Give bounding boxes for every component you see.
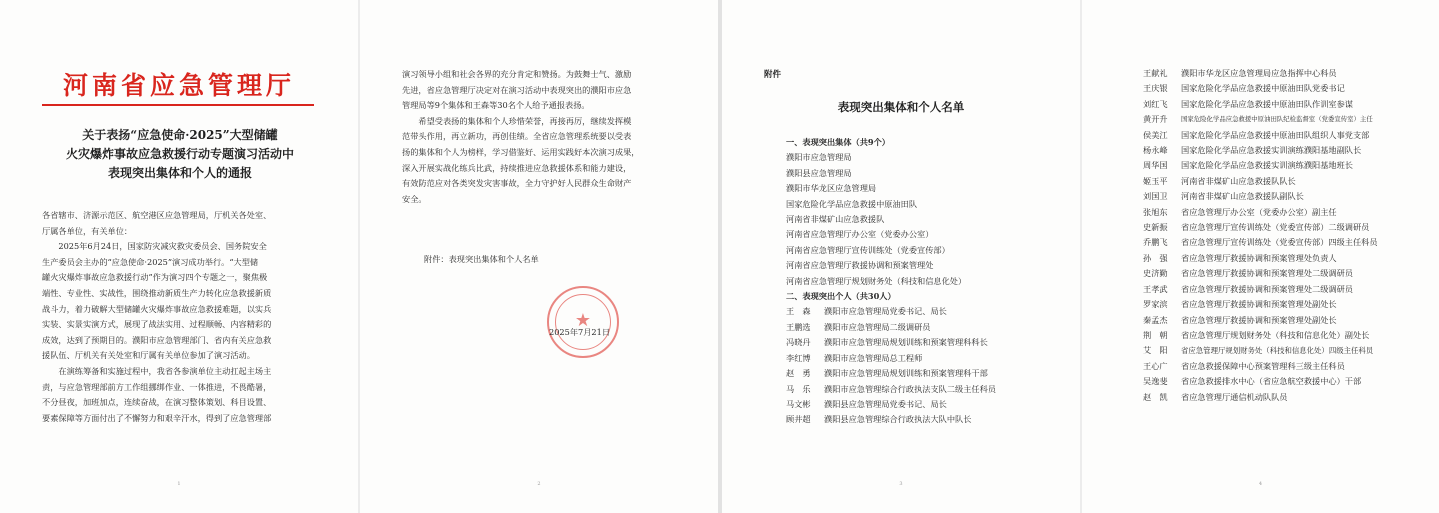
attachment-label: 附件 <box>764 70 782 80</box>
individual-item <box>1143 390 1433 405</box>
individual-item <box>1143 81 1433 96</box>
individual-item <box>786 320 1076 335</box>
person-name: 张旭东 <box>1143 206 1168 217</box>
section-heading: 二、表现突出个人（共30人） <box>786 291 896 302</box>
person-position: 濮阳市应急管理综合行政执法支队二级主任科员 <box>824 383 996 394</box>
individual-item <box>1143 158 1433 173</box>
individual-item <box>1143 189 1433 204</box>
person-position: 省应急管理厅救援协调和预案管理处副处长 <box>1181 299 1337 310</box>
person-position: 河南省非煤矿山应急救援队副队长 <box>1181 191 1304 202</box>
individual-item <box>1143 251 1433 266</box>
body-line: 管理局等9个集体和王森等30名个人给予通报表扬。 <box>402 100 590 111</box>
person-name: 王孝武 <box>1143 283 1168 294</box>
individual-item <box>1143 143 1433 158</box>
body-line: 不分昼夜，加班加点，连续奋战，在演习整体策划、科目设置、 <box>42 397 272 408</box>
body-line: 在演练筹备和实施过程中，我省各参演单位主动扛起主场主 <box>42 365 272 376</box>
body-line: 2025年6月24日，国家防灾减灾救灾委员会、国务院安全 <box>42 241 267 252</box>
list-title: 表现突出集体和个人名单 <box>837 100 965 114</box>
collective-item: 国家危险化学品应急救援中原油田队 <box>786 198 918 209</box>
person-position: 省应急管理厅通信机动队队员 <box>1181 391 1288 402</box>
agency-letterhead: 河南省应急管理厅 <box>62 71 295 100</box>
person-position: 国家危险化学品应急救援中原油田队组织人事党支部 <box>1181 129 1370 140</box>
person-position: 濮阳市华龙区应急管理局应急指挥中心科员 <box>1181 68 1337 78</box>
individual-item <box>1143 282 1433 297</box>
title-line: 关于表扬“应急使命·2025”大型储罐 <box>82 128 278 142</box>
body-line: 成效，达到了预期目的。濮阳市应急管理部门、省内有关应急救 <box>42 334 272 345</box>
individual-item <box>1143 220 1433 235</box>
person-name: 王献礼 <box>1143 68 1168 78</box>
person-position: 濮阳市应急管理局规划训练和预案管理科干部 <box>824 368 988 379</box>
person-position: 省应急管理厅救援协调和预案管理处二级调研员 <box>1181 268 1353 279</box>
person-position: 濮阳市应急管理局规划训练和预案管理科科长 <box>824 337 988 348</box>
individual-item <box>1143 205 1433 220</box>
person-name: 刘红飞 <box>1143 98 1168 109</box>
person-name: 王鹏选 <box>786 321 811 332</box>
individual-item <box>786 412 1076 427</box>
individual-item <box>1143 313 1433 328</box>
person-position: 省应急救援排水中心（省应急航空救援中心）干部 <box>1181 376 1362 387</box>
person-name: 马 乐 <box>786 383 811 394</box>
body-line: 战斗力，着力破解大型储罐火灾爆炸事故应急救援难题，以实兵 <box>42 303 272 314</box>
individual-item <box>1143 266 1433 281</box>
individual-item <box>1143 128 1433 143</box>
individual-item <box>1143 174 1433 189</box>
person-position: 省应急管理厅救援协调和预案管理处负责人 <box>1181 252 1337 263</box>
honoree-list-page3 <box>786 135 1076 428</box>
collective-item: 濮阳县应急管理局 <box>786 167 852 178</box>
person-position: 濮阳县应急管理综合行政执法大队中队长 <box>824 414 972 425</box>
person-name: 艾 阳 <box>1143 345 1168 356</box>
body-line: 援队伍、厅机关有关处室和厅属有关单位参加了演习活动。 <box>42 350 255 361</box>
individual-item <box>786 304 1076 319</box>
person-name: 侯美江 <box>1143 129 1168 140</box>
body-line: 厅属各单位，有关单位： <box>42 225 133 236</box>
individual-item <box>1143 235 1433 250</box>
person-name: 李红博 <box>786 352 811 363</box>
body-line: 要素保障等方面付出了不懈努力和艰辛汗水，得到了应急管理部 <box>42 412 272 423</box>
body-line: 扬的集体和个人为榜样，学习借鉴好、运用实践好本次演习成果， <box>402 146 640 157</box>
collective-item: 河南省应急管理厅救援协调和预案管理处 <box>786 260 934 271</box>
person-name: 黄开升 <box>1143 114 1168 125</box>
person-name: 王 森 <box>786 306 811 317</box>
person-position: 濮阳县应急管理局党委书记、局长 <box>824 398 947 409</box>
page1-body <box>42 208 318 426</box>
person-position: 省应急管理厅规划财务处（科技和信息化处）四级主任科员 <box>1181 346 1374 356</box>
person-name: 周华国 <box>1143 160 1168 171</box>
body-line: 生产委员会主办的“应急使命·2025”演习成功举行。“大型储 <box>42 256 259 267</box>
person-position: 省应急管理厅宣传训练处（党委宣传部）四级主任科员 <box>1181 237 1378 248</box>
body-line: 罐火灾爆炸事故应急救援行动”作为演习四个专题之一，聚焦极 <box>42 272 268 283</box>
person-name: 史济勤 <box>1143 268 1168 279</box>
body-line: 端性、专业性、实战性，围绕推动新质生产力转化应急救援新质 <box>42 287 272 298</box>
title-line: 火灾爆炸事故应急救援行动专题演习活动中 <box>65 147 294 161</box>
individual-item <box>1143 374 1433 389</box>
person-position: 国家危险化学品应急救援中原油田队纪检监督室（党委宣传室）主任 <box>1181 115 1373 124</box>
page-number: 1 <box>177 481 181 487</box>
individual-item <box>1143 66 1433 81</box>
individual-item <box>1143 343 1433 358</box>
person-position: 国家危险化学品应急救援实训演练濮阳基地副队长 <box>1181 145 1362 156</box>
individual-item <box>1143 97 1433 112</box>
person-name: 杨永峰 <box>1143 145 1168 156</box>
person-name: 孙 强 <box>1143 252 1168 263</box>
person-name: 刘国卫 <box>1143 191 1168 202</box>
person-position: 濮阳市应急管理局总工程师 <box>824 352 923 363</box>
attachment-note: 附件：表现突出集体和个人名单 <box>424 254 539 264</box>
page-number: 2 <box>537 481 541 487</box>
individual-item <box>786 351 1076 366</box>
document-title <box>40 126 320 183</box>
person-position: 省应急救援保障中心预案管理科三级主任科员 <box>1181 360 1345 371</box>
person-position: 省应急管理厅救援协调和预案管理处二级调研员 <box>1181 283 1353 294</box>
person-name: 姬玉平 <box>1143 175 1168 186</box>
collective-item: 濮阳市华龙区应急管理局 <box>786 183 877 194</box>
official-seal <box>547 286 619 358</box>
collective-item: 河南省非煤矿山应急救援队 <box>786 214 885 225</box>
collective-item: 河南省应急管理厅办公室（党委办公室） <box>786 229 934 240</box>
person-name: 赵 勇 <box>786 368 811 379</box>
person-name: 冯晓丹 <box>786 337 811 348</box>
person-position: 濮阳市应急管理局二级调研员 <box>824 321 931 332</box>
person-position: 省应急管理厅宣传训练处（党委宣传部）二级调研员 <box>1181 222 1370 233</box>
collective-item: 濮阳市应急管理局 <box>786 152 852 163</box>
section-heading: 一、表现突出集体（共9个） <box>786 137 890 147</box>
individual-item <box>786 382 1076 397</box>
seal-star-icon: ★ <box>574 310 592 331</box>
person-name: 王心广 <box>1143 360 1168 371</box>
person-name: 马文彬 <box>786 398 811 409</box>
body-line: 范带头作用，再立新功，再创佳绩。全省应急管理系统要以受表 <box>402 131 632 142</box>
individual-item <box>1143 359 1433 374</box>
person-position: 濮阳市应急管理局党委书记、局长 <box>824 306 947 317</box>
person-position: 国家危险化学品应急救援实训演练濮阳基地班长 <box>1181 160 1353 171</box>
person-position: 省应急管理厅办公室（党委办公室）副主任 <box>1181 206 1337 217</box>
person-name: 荆 朝 <box>1143 329 1168 340</box>
body-line: 各省辖市、济源示范区、航空港区应急管理局，厅机关各处室、 <box>42 210 272 220</box>
person-name: 史新振 <box>1143 222 1168 233</box>
page2-body <box>402 67 680 207</box>
person-position: 国家危险化学品应急救援中原油田队作训室参谋 <box>1181 98 1353 109</box>
body-line: 希望受表扬的集体和个人珍惜荣誉，再接再厉，继续发挥模 <box>402 115 632 126</box>
person-name: 王庆银 <box>1143 83 1168 94</box>
body-line: 实装、实景实演方式，展现了战法实用、过程顺畅、内容精彩的 <box>42 319 272 330</box>
honoree-list-page4 <box>1143 66 1433 405</box>
collective-item: 河南省应急管理厅规划财务处（科技和信息化处） <box>786 275 967 286</box>
body-line: 有效防范应对各类突发灾害事故，全力守护好人民群众生命财产 <box>402 178 632 189</box>
person-name: 赵 凯 <box>1143 391 1168 402</box>
individual-item <box>1143 112 1433 127</box>
individual-item <box>1143 328 1433 343</box>
red-rule <box>42 104 314 106</box>
individual-item <box>786 335 1076 350</box>
body-line: 深入开展实战化练兵比武，持续推进应急救援体系和能力建设， <box>402 162 632 173</box>
person-position: 河南省非煤矿山应急救援队队长 <box>1181 175 1296 186</box>
page-number: 4 <box>1258 481 1263 487</box>
person-name: 罗家滨 <box>1143 299 1168 310</box>
person-position: 国家危险化学品应急救援中原油田队党委书记 <box>1181 83 1345 94</box>
person-name: 吴逸斐 <box>1143 376 1168 387</box>
person-name: 乔鹏飞 <box>1143 237 1168 248</box>
body-line: 演习领导小组和社会各界的充分肯定和赞扬。为鼓舞士气、激励 <box>402 69 632 79</box>
individual-item <box>1143 297 1433 312</box>
person-name: 顾井超 <box>786 414 811 425</box>
body-line: 责，与应急管理部前方工作组挪绑作业、一体推进，不畏酷暑， <box>42 381 272 392</box>
issue-date: 2025年7月21日 <box>549 327 611 337</box>
title-line: 表现突出集体和个人的通报 <box>107 166 252 180</box>
page-number: 3 <box>899 481 903 487</box>
person-position: 省应急管理厅规划财务处（科技和信息化处）副处长 <box>1181 329 1370 340</box>
body-line: 安全。 <box>402 193 427 204</box>
individual-item <box>786 397 1076 412</box>
body-line: 先进，省应急管理厅决定对在演习活动中表现突出的濮阳市应急 <box>402 84 632 95</box>
person-position: 省应急管理厅救援协调和预案管理处副处长 <box>1181 314 1337 325</box>
collective-item: 河南省应急管理厅宣传训练处（党委宣传部） <box>786 244 950 255</box>
person-name: 秦孟杰 <box>1143 314 1168 325</box>
individual-item <box>786 366 1076 381</box>
